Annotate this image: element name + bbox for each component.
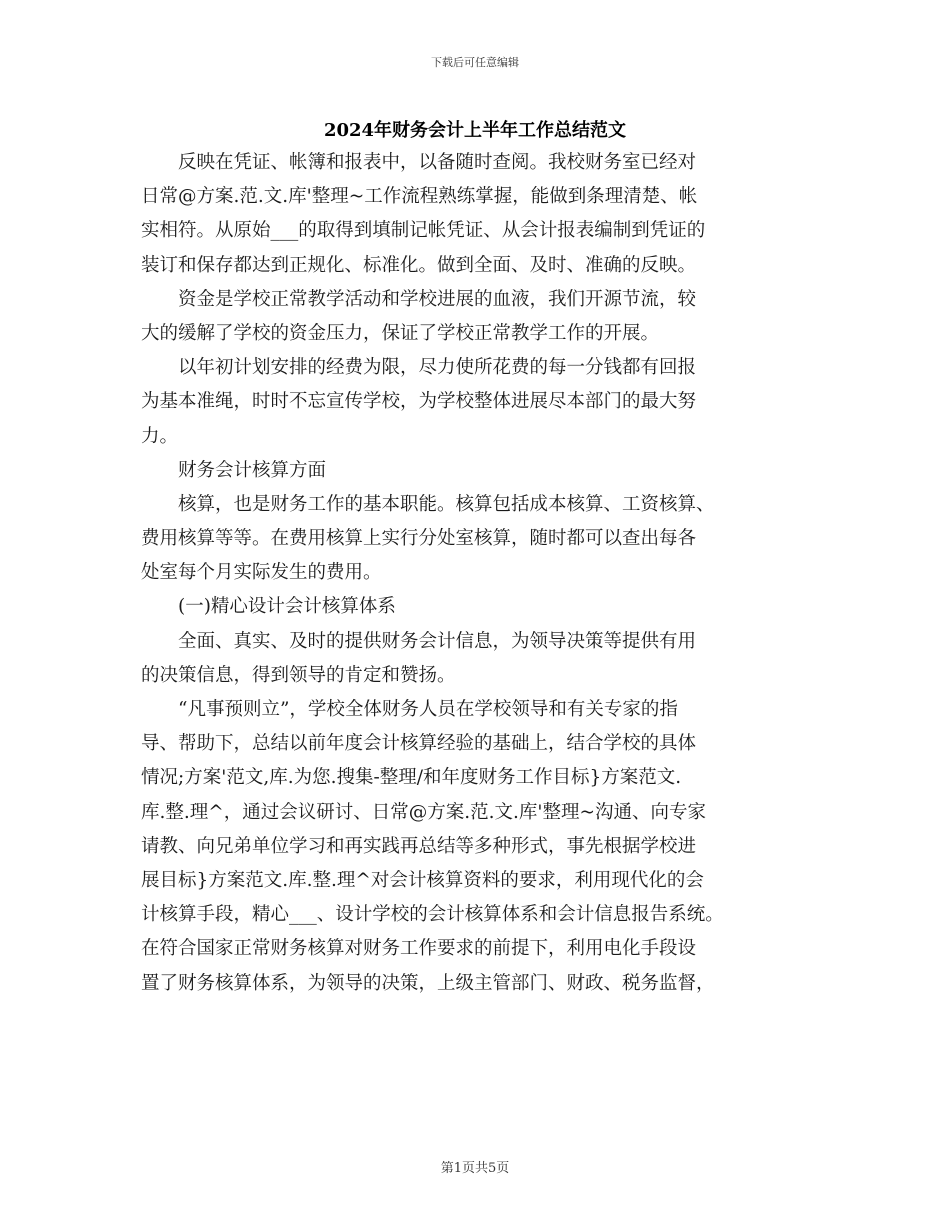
document-title: 2024年财务会计上半年工作总结范文 — [323, 120, 627, 141]
document-body — [141, 146, 821, 1001]
body-line: 力。 — [141, 425, 179, 447]
body-line: 计核算手段，精心___、设计学校的会计核算体系和会计信息报告系统。 — [141, 904, 724, 926]
body-line: 情况;方案'范文,库.为您.搜集-整理/和年度财务工作目标}方案范文. — [141, 767, 682, 789]
body-line: 反映在凭证、帐簿和报表中，以备随时查阅。我校财务室已经对 — [141, 152, 697, 173]
body-line: 置了财务核算体系，为领导的决策，上级主管部门、财政、税务监督， — [141, 972, 715, 994]
body-line: 的决策信息，得到领导的肯定和赞扬。 — [141, 664, 456, 686]
body-line: 实相符。从原始___的取得到填制记帐凭证、从会计报表编制到凭证的 — [141, 220, 706, 242]
body-line: “凡事预则立”，学校全体财务人员在学校领导和有关专家的指 — [141, 699, 678, 720]
body-line: 大的缓解了学校的资金压力，保证了学校正常教学工作的开展。 — [141, 322, 660, 344]
body-line: 费用核算等等。在费用核算上实行分处室核算，随时都可以查出每各 — [141, 528, 697, 550]
body-line: 库.整.理^，通过会议研讨、日常@方案.范.文.库'整理~沟通、向专家 — [141, 801, 706, 823]
body-line: 导、帮助下，总结以前年度会计核算经验的基础上，结合学校的具体 — [141, 733, 697, 755]
body-line: 核算，也是财务工作的基本职能。核算包括成本核算、工资核算、 — [141, 493, 715, 515]
body-line: 资金是学校正常教学活动和学校进展的血液，我们开源节流，较 — [141, 288, 697, 310]
page-header-note: 下载后可任意编辑 — [431, 56, 519, 69]
body-line: 为基本准绳，时时不忘宣传学校，为学校整体进展尽本部门的最大努 — [141, 391, 697, 413]
body-line: 装订和保存都达到正规化、标准化。做到全面、及时、准确的反映。 — [141, 254, 697, 276]
body-line: 处室每个月实际发生的费用。 — [141, 562, 382, 584]
body-line: 全面、真实、及时的提供财务会计信息，为领导决策等提供有用 — [141, 630, 697, 652]
body-line: 日常@方案.范.文.库'整理~工作流程熟练掌握，能做到条理清楚、帐 — [141, 186, 698, 208]
body-line: 在符合国家正常财务核算对财务工作要求的前提下，利用电化手段设 — [141, 938, 697, 960]
body-line: 以年初计划安排的经费为限，尽力使所花费的每一分钱都有回报 — [141, 357, 697, 379]
section-heading: (一)精心设计会计核算体系 — [141, 596, 396, 618]
section-heading: 财务会计核算方面 — [141, 459, 327, 481]
body-line: 展目标}方案范文.库.整.理^对会计核算资料的要求，利用现代化的会 — [141, 869, 704, 891]
body-line: 请教、向兄弟单位学习和再实践再总结等多种形式，事先根据学校进 — [141, 835, 697, 857]
page-number: 第1页共5页 — [440, 1161, 510, 1176]
